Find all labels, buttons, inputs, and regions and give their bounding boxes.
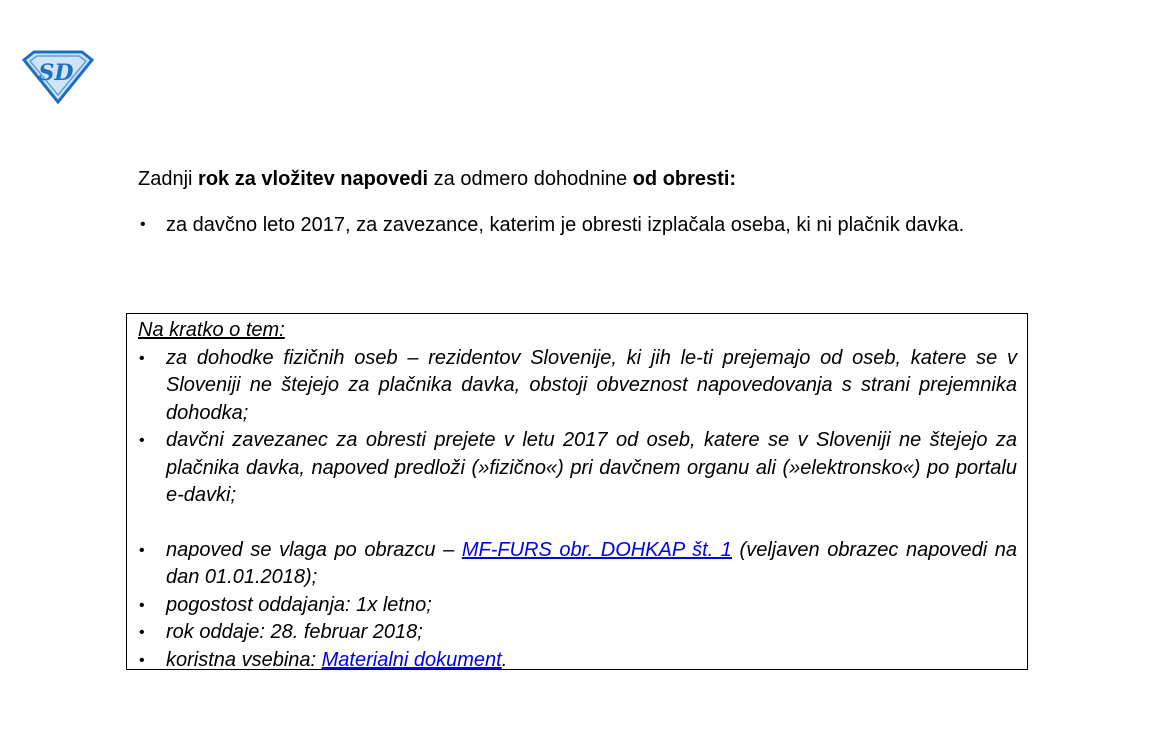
bullet-icon: • <box>139 651 145 669</box>
bullet-icon: • <box>139 596 145 614</box>
intro-heading: Zadnji rok za vložitev napovedi za odmero dohodnine od obresti: <box>138 168 737 190</box>
dohkap-form-link[interactable]: MF-FURS obr. DOHKAP št. 1 <box>461 538 732 561</box>
list-item: • za davčno leto 2017, za zavezance, katerim je obresti izplačala oseba, ki ni plačnik davka. <box>138 205 1020 245</box>
list-item: • za dohodke fizičnih oseb – rezidentov Slovenije, ki jih le-ti prejemajo od oseb, katere se v Sloveniji ne štejejo za plačnika davka, obstoji obveznost napovedovanja s strani prejemnika dohodka; <box>139 346 1017 424</box>
list-item: • pogostost oddajanja: 1x letno; <box>138 592 1017 620</box>
list-item: • napoved se vlaga po obrazcu – MF-FURS obr. DOHKAP št. 1 (veljaven obrazec napovedi na dan 01.01.2018); <box>139 538 1017 588</box>
list-item: • rok oddaje: 28. februar 2018; <box>138 619 1017 647</box>
bullet-icon: • <box>139 624 145 641</box>
list-item: • koristna vsebina: Materialni dokument. <box>138 647 1017 675</box>
box-title: Na kratko o tem: <box>138 319 285 341</box>
intro-section <box>138 165 1020 245</box>
list-item: • davčni zavezanec za obresti prejete v letu 2017 od oseb, katere se v Sloveniji ne štejejo za plačnika davka, napoved predloži (»fizično«) pri davčnem organu ali (»elektronsko«) po portalu e-davki; <box>139 429 1017 506</box>
summary-list <box>138 345 1017 675</box>
intro-list <box>138 205 1020 245</box>
bullet-icon: • <box>140 216 146 233</box>
bullet-icon: • <box>139 349 145 367</box>
sd-shield-logo-icon <box>20 50 96 104</box>
material-document-link[interactable]: Materialni dokument <box>321 648 502 671</box>
bullet-icon: • <box>139 432 145 449</box>
logo-text: SD <box>38 60 74 86</box>
bullet-icon: • <box>139 541 145 559</box>
summary-box <box>126 313 1028 670</box>
